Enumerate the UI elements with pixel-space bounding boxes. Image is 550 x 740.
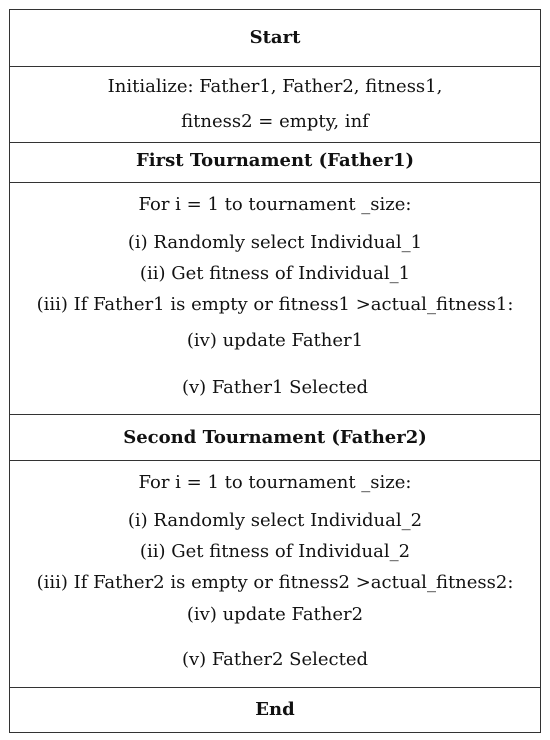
end-row (10, 687, 540, 731)
start-label: Start (249, 27, 301, 48)
algorithm-table (9, 9, 541, 733)
first-loop-line: For i = 1 to tournament _size: (138, 194, 412, 215)
second-tournament-title: Second Tournament (Father2) (123, 427, 427, 448)
first-tournament-header (10, 142, 540, 182)
first-step-1: (i) Randomly select Individual_1 (127, 232, 423, 253)
first-step-5: (v) Father1 Selected (181, 377, 369, 398)
second-step-2: (ii) Get fitness of Individual_2 (139, 541, 411, 562)
start-row (10, 10, 540, 66)
first-step-2: (ii) Get fitness of Individual_1 (139, 263, 411, 284)
initialize-line-1: Initialize: Father1, Father2, fitness1, (107, 76, 443, 97)
initialize-row (10, 66, 540, 142)
initialize-line-2: fitness2 = empty, inf (181, 111, 369, 132)
second-loop-line: For i = 1 to tournament _size: (138, 472, 412, 493)
first-tournament-body (10, 182, 540, 414)
second-tournament-header (10, 414, 540, 460)
second-step-3: (iii) If Father2 is empty or fitness2 >actual_fitness2: (36, 572, 514, 593)
first-step-4: (iv) update Father1 (186, 330, 364, 351)
second-step-1: (i) Randomly select Individual_2 (127, 510, 423, 531)
second-step-5: (v) Father2 Selected (181, 649, 369, 670)
second-step-4: (iv) update Father2 (186, 604, 364, 625)
end-label: End (255, 699, 295, 720)
first-tournament-title: First Tournament (Father1) (136, 150, 414, 171)
second-tournament-body (10, 460, 540, 687)
first-step-3: (iii) If Father1 is empty or fitness1 >actual_fitness1: (36, 294, 514, 315)
